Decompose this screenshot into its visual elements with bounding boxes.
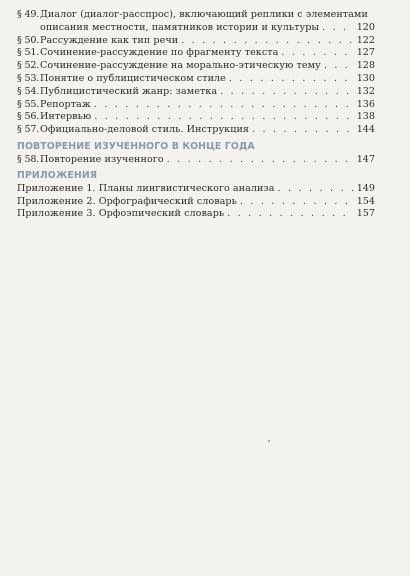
toc-entry-number: § 58. (17, 153, 40, 165)
dot-leader (229, 72, 354, 85)
toc-entry-52 (17, 59, 375, 72)
toc-entry-title: Приложение 1. Планы лингвистического анализа (17, 182, 275, 194)
toc-entry-page: 138 (356, 111, 375, 123)
toc-entry-number: § 52. (17, 60, 40, 72)
toc-entry-number: § 50. (17, 34, 40, 46)
toc-entry-53 (17, 72, 375, 85)
toc-entry-title: Сочинение-рассуждение по фрагменту текста (40, 47, 279, 59)
toc-entry-title: Интервью (40, 111, 92, 123)
toc-entry-number: § 51. (17, 47, 40, 59)
toc-entry-title: Рассуждение как тип речи (40, 34, 179, 46)
toc-entry-page: 149 (356, 182, 375, 194)
appendix-section-heading: ПРИЛОЖЕНИЯ (17, 169, 98, 181)
toc-appendix-1 (17, 182, 375, 195)
dot-leader (278, 182, 354, 195)
toc-entry-number: § 55. (17, 98, 40, 110)
toc-entry-title: Публицистический жанр: заметка (40, 85, 218, 97)
dot-leader (322, 21, 354, 34)
toc-entry-56 (17, 110, 375, 123)
toc-entry-number: § 54. (17, 85, 40, 97)
toc-entry-page: 147 (356, 153, 375, 165)
dot-leader (94, 110, 353, 123)
toc-entry-54 (17, 85, 375, 98)
paper-speck (268, 440, 270, 442)
toc-entry-page: 127 (356, 47, 375, 59)
toc-entry-number: § 56. (17, 111, 40, 123)
table-of-contents (17, 8, 375, 220)
toc-entry-title: Понятие о публицистическом стиле (40, 72, 226, 84)
toc-entry-title: Приложение 3. Орфоэпический словарь (17, 208, 225, 220)
toc-appendix-3 (17, 207, 375, 220)
toc-entry-page: 120 (356, 21, 375, 33)
toc-entry-page: 132 (356, 85, 375, 97)
toc-entry-page: 136 (356, 98, 375, 110)
dot-leader (281, 46, 353, 59)
toc-entry-title: Сочинение-рассуждение на морально-этическую тему (40, 60, 321, 72)
dot-leader (167, 153, 354, 166)
toc-entry-page: 157 (356, 208, 375, 220)
dot-leader (252, 123, 354, 136)
toc-entry-title: Приложение 2. Орфографический словарь (17, 195, 237, 207)
toc-entry-page: 128 (356, 60, 375, 72)
review-section-heading: ПОВТОРЕНИЕ ИЗУЧЕННОГО В КОНЦЕ ГОДА (17, 140, 255, 152)
toc-entry-number: § 57. (17, 124, 40, 136)
toc-appendix-2 (17, 195, 375, 208)
toc-entry-50 (17, 34, 375, 47)
toc-entry-58 (17, 153, 375, 166)
toc-entry-page: 130 (356, 72, 375, 84)
toc-entry-page: 122 (356, 34, 375, 46)
toc-entry-title: Диалог (диалог-расспрос), включающий реплики с элементами (40, 9, 368, 20)
toc-entry-55 (17, 98, 375, 111)
dot-leader (181, 34, 354, 47)
toc-entry-49 (17, 8, 375, 34)
dot-leader (94, 98, 354, 111)
dot-leader (324, 59, 354, 72)
dot-leader (240, 195, 354, 208)
toc-entry-title-continued: описания местности, памятников истории и культуры (40, 21, 320, 33)
toc-entry-page: 154 (356, 195, 375, 207)
toc-entry-page: 144 (356, 124, 375, 136)
toc-entry-51 (17, 46, 375, 59)
dot-leader (227, 207, 354, 220)
toc-entry-title: Повторение изученного (40, 153, 164, 165)
toc-entry-57 (17, 123, 375, 136)
dot-leader (220, 85, 354, 98)
toc-entry-title: Репортаж (40, 98, 91, 110)
toc-entry-title: Официально-деловой стиль. Инструкция (40, 124, 249, 136)
toc-entry-number: § 53. (17, 72, 40, 84)
toc-entry-number: § 49. (17, 9, 40, 20)
